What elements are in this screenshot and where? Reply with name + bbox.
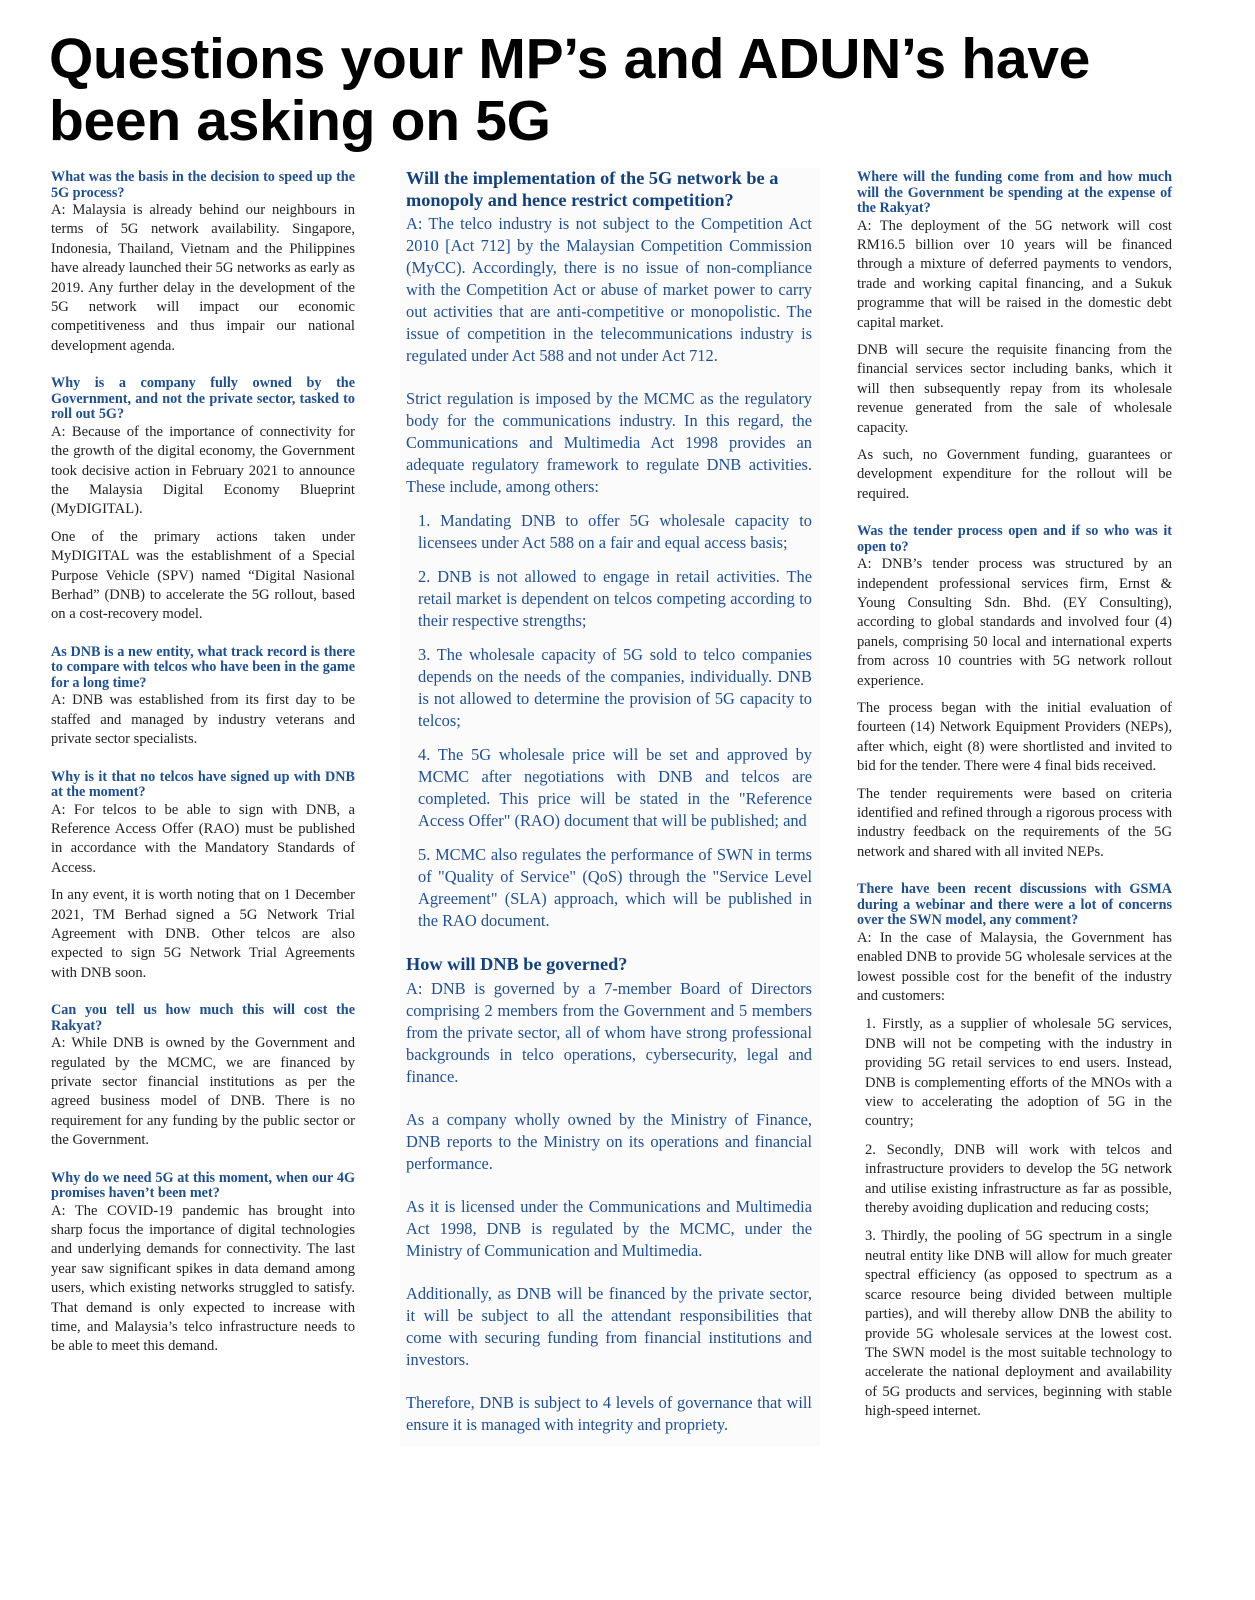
question-heading: As DNB is a new entity, what track record is there to compare with telcos who have been in the game for a long time? — [51, 643, 355, 691]
question-heading: Where will the funding come from and how much will the Government be spending at the expense of the Rakyat? — [857, 169, 1172, 216]
question-heading: Can you tell us how much this will cost the Rakyat? — [51, 1002, 355, 1034]
qa-block — [51, 770, 355, 984]
qa-block — [857, 882, 1172, 1421]
middle-column — [400, 168, 820, 1446]
answer-text: A: DNB was established from its first day to be staffed and managed by industry veterans and private sector specialists. — [51, 692, 355, 748]
answer-text: Strict regulation is imposed by the MCMC as the regulatory body for the communications industry. In this regard, the Communications and Multimedia Act 1998 provides an adequate regulatory framework to regulate DNB activities. These include, among others: — [406, 389, 812, 496]
answer-text: A: For telcos to be able to sign with DNB, a Reference Access Offer (RAO) must be published in accordance with the Mandatory Standards of Access. — [51, 801, 355, 876]
question-heading: Was the tender process open and if so who was it open to? — [857, 523, 1172, 555]
answer-text: A: In the case of Malaysia, the Government has enabled DNB to provide 5G wholesale services at the lowest possible cost for the benefit of the industry and customers: — [857, 929, 1172, 1004]
answer-text: A: The deployment of the 5G network will cost RM16.5 billion over 10 years will be financed through a mixture of deferred payments to vendors, trade and working capital financing, and a Sukuk programme that will be raised in the domestic debt capital market. — [857, 217, 1172, 331]
answer-text: A: While DNB is owned by the Government and regulated by the MCMC, we are financed by private sector financial institutions as per the agreed business model of DNB. There is no requirement for any funding by the public sector or the Government. — [51, 1035, 355, 1149]
answer-text: A: Because of the importance of connectivity for the growth of the digital economy, the Government took decisive action in February 2021 to announce the Malaysia Digital Economy Blueprint (MyDIGITAL). — [51, 423, 355, 518]
answer-text: Therefore, DNB is subject to 4 levels of governance that will ensure it is managed with integrity and propriety. — [406, 1392, 812, 1434]
qa-block — [51, 170, 355, 356]
answer-text: A: DNB’s tender process was structured by an independent professional services firm, Ernst & Young Consulting Sdn. Bhd. (EY Consulting), according to global standards and involved four (4) panels, comprising 50 local and international experts from across 10 countries with 5G network rollout experience. — [857, 556, 1172, 689]
question-heading: Why do we need 5G at this moment, when our 4G promises haven’t been met? — [51, 1169, 355, 1202]
list-item: 3. Thirdly, the pooling of 5G spectrum in a single neutral entity like DNB will allow for much greater spectral efficiency (as opposed to spectrum as a scarce resource being divided between multiple parties), and will thereby allow DNB the ability to provide 5G wholesale services at the lowest cost. The SWN model is the most suitable technology to accelerate the national deployment and availability of 5G products and services, beginning with stable high-speed internet. — [865, 1228, 1172, 1420]
list-item: 1. Firstly, as a supplier of wholesale 5G services, DNB will not be competing with the industry in providing 5G retail services to end users. Instead, DNB is complementing efforts of the MNOs with a view to accelerating the adoption of 5G in the country; — [865, 1016, 1172, 1130]
answer-text: The process began with the initial evaluation of fourteen (14) Network Equipment Providers (NEPs), after which, eight (8) were shortlisted and invited to bid for the tender. There were 4 final bids received. — [857, 700, 1172, 775]
qa-block — [51, 1171, 355, 1357]
qa-block — [857, 524, 1172, 862]
question-heading: How will DNB be governed? — [406, 954, 628, 974]
answer-text: A: DNB is governed by a 7-member Board of Directors comprising 2 members from the Government and 5 members from the private sector, all of whom have strong professional backgrounds in telco operations, cybersecurity, legal and finance. — [406, 978, 812, 1086]
answer-text: As a company wholly owned by the Ministry of Finance, DNB reports to the Ministry on its operations and financial performance. — [406, 1109, 812, 1173]
qa-block — [857, 170, 1172, 504]
answer-text: A: The telco industry is not subject to the Competition Act 2010 [Act 712] by the Malaysian Competition Commission (MyCC). Accordingly, there is no issue of non-compliance with the Competition Act or abuse of market power to carry out activities that are anti-competitive or monopolistic. The issue of competition in the telecommunications industry is regulated under Act 588 and not under Act 712. — [406, 214, 812, 365]
left-column — [51, 170, 355, 1377]
answer-text: The tender requirements were based on criteria identified and refined through a rigorous process with industry feedback on the requirements of the 5G network and shared with all invited NEPs. — [857, 785, 1172, 860]
answer-text: As it is licensed under the Communications and Multimedia Act 1998, DNB is regulated by the MCMC, under the Ministry of Communication and Multimedia. — [406, 1196, 812, 1260]
qa-block — [51, 1003, 355, 1150]
qa-block — [51, 376, 355, 625]
question-heading: What was the basis in the decision to speed up the 5G process? — [51, 169, 355, 201]
answer-text: In any event, it is worth noting that on 1 December 2021, TM Berhad signed a 5G Network Trial Agreement with DNB. Other telcos are also expected to sign 5G Network Trial Agreements with DNB soon. — [51, 887, 355, 981]
list-item: 1. Mandating DNB to offer 5G wholesale capacity to licensees under Act 588 on a fair and equal access basis; — [418, 511, 812, 552]
list-item: 4. The 5G wholesale price will be set and approved by MCMC after negotiations with DNB and telcos are completed. This price will be stated in the "Reference Access Offer" (RAO) document that will be published; and — [418, 745, 812, 830]
question-heading: Will the implementation of the 5G network be a monopoly and hence restrict competition? — [406, 168, 779, 210]
question-heading: Why is it that no telcos have signed up with DNB at the moment? — [51, 768, 355, 801]
list-item: 2. DNB is not allowed to engage in retail activities. The retail market is dependent on telcos competing according to their respective strengths; — [418, 567, 812, 630]
list-item: 3. The wholesale capacity of 5G sold to telco companies depends on the needs of the companies, individually. DNB is not allowed to determine the provision of 5G capacity to telcos; — [418, 645, 812, 730]
right-column — [857, 170, 1172, 1442]
answer-text: One of the primary actions taken under MyDIGITAL was the establishment of a Special Purpose Vehicle (SPV) named “Digital Nasional Berhad” (DNB) to accelerate the 5G rollout, based on a cost-recovery model. — [51, 528, 355, 623]
list-item: 5. MCMC also regulates the performance of SWN in terms of "Quality of Service" (QoS) through the "Service Level Agreement" (SLA) approach, which will be published in the RAO document. — [418, 845, 812, 930]
question-heading: Why is a company fully owned by the Government, and not the private sector, tasked to roll out 5G? — [51, 375, 355, 423]
answer-text: A: Malaysia is already behind our neighbours in terms of 5G network availability. Singapore, Indonesia, Thailand, Vietnam and the Philippines have already launched their 5G networks as early as 2019. Any further delay in the development of the 5G network will impact our economic competitiveness and thus impair our national development agenda. — [51, 202, 355, 354]
answer-text: DNB will secure the requisite financing from the financial services sector including banks, which it will then subsequently repay from its wholesale revenue generated from the sale of wholesale capacity. — [857, 341, 1172, 436]
list-item: 2. Secondly, DNB will work with telcos and infrastructure providers to develop the 5G network and utilise existing infrastructure as far as possible, thereby avoiding duplication and reducing costs; — [865, 1141, 1172, 1217]
answer-text: A: The COVID-19 pandemic has brought into sharp focus the importance of digital technologies and underlying demands for connectivity. The last year saw significant spikes in data demand among users, which existing networks struggled to satisfy. That demand is only expected to increase with time, and Malaysia’s telco infrastructure needs to be able to meet this demand. — [51, 1202, 355, 1355]
qa-block — [51, 645, 355, 750]
page-title: Questions your MP’s and ADUN’s have been asking on 5G — [49, 27, 1091, 153]
question-heading: There have been recent discussions with GSMA during a webinar and there were a lot of concerns over the SWN model, any comment? — [857, 881, 1172, 929]
answer-text: As such, no Government funding, guarantees or development expenditure for the rollout will be required. — [857, 446, 1172, 502]
answer-text: Additionally, as DNB will be financed by the private sector, it will be subject to all the attendant responsibilities that come with securing funding from financial institutions and investors. — [406, 1283, 812, 1369]
